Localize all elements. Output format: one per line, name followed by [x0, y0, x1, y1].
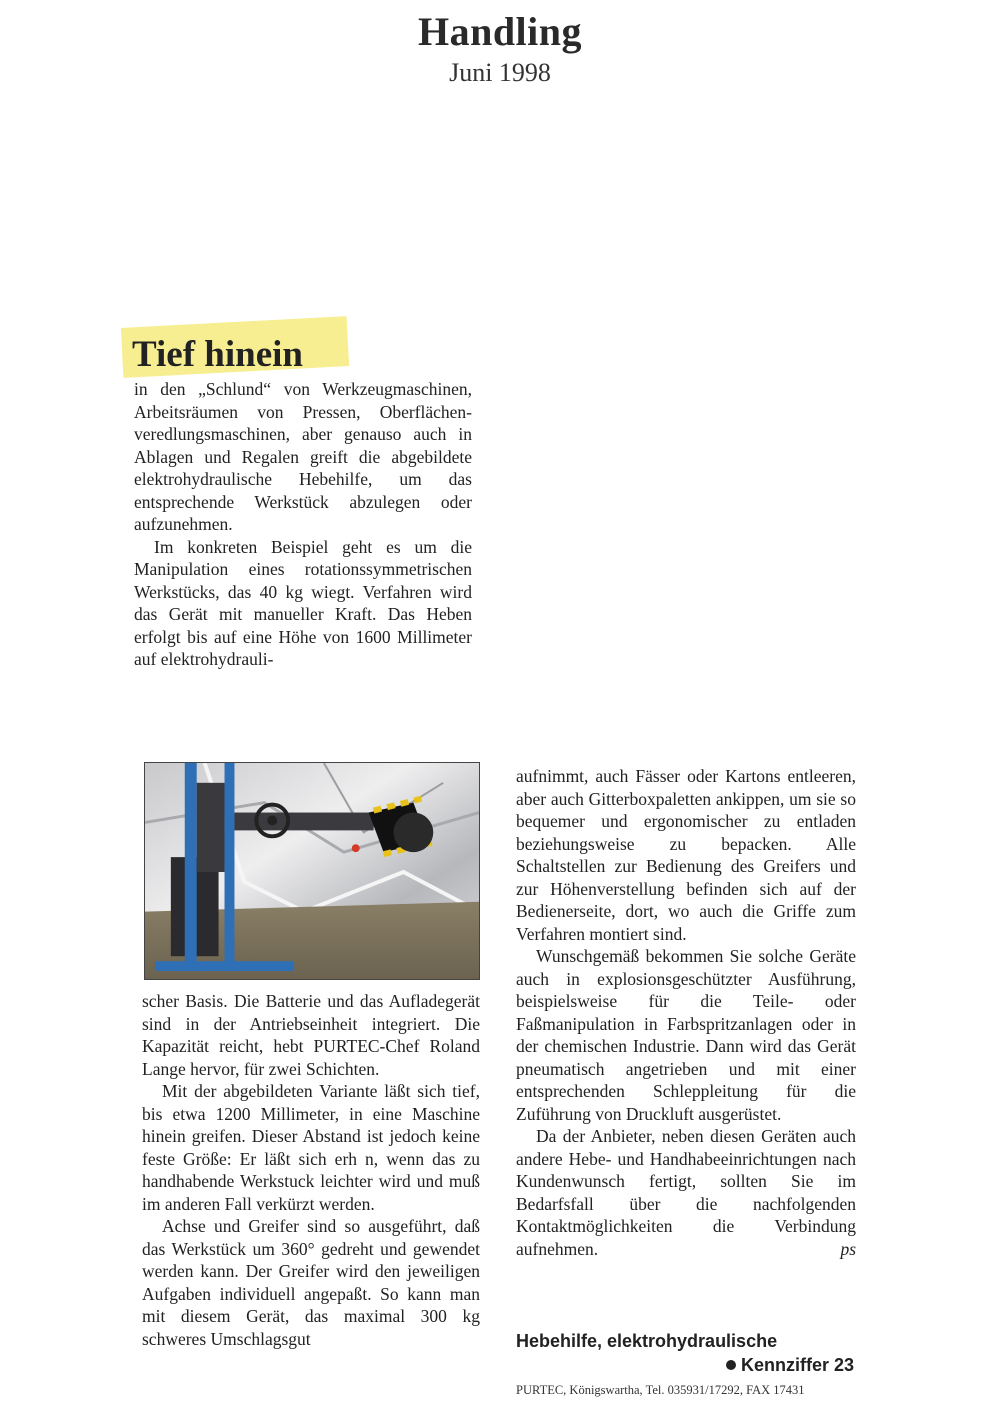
paragraph: Achse und Greifer sind so ausgeführt, daß das Werkstück um 360° gedreht und gewendet werden kann. Der Greifer wird den jeweiligen Aufgaben individuell angepaßt. So kann man mit diesem Gerät, das maximal 300 kg schweres Umschlagsgut	[142, 1216, 480, 1349]
publication-title: Handling	[417, 9, 583, 54]
paragraph: scher Basis. Die Batterie und das Aufladegerät sind in der Antriebseinheit integriert. Die Kapazität reicht, hebt PURTEC-Chef Roland Lange hervor, für zwei Schichten.	[142, 991, 480, 1079]
keyword-label: Hebehilfe, elektrohydraulische	[516, 1331, 778, 1351]
kennziffer-text: Kennziffer 23	[740, 1355, 854, 1375]
paragraph: Im konkreten Beispiel geht es um die Manipulation eines rotationssymmetrischen Werkstücks, das 40 kg wiegt. Verfahren wird das Gerät mit manueller Kraft. Das Heben erfolgt bis auf eine Höhe von 1600 Millimeter auf elektrohydrauli-	[134, 536, 472, 669]
paragraph-text: Da der Anbieter, neben diesen Geräten auch andere Hebe- und Handhabeeinrichtungen nach Kundenwunsch fertigt, sollten Sie im Bedarfsfall über die nachfolgenden Kontaktmöglichkeiten die Verbindung aufnehmen.	[516, 1126, 856, 1259]
article-headline: Tief hinein	[132, 334, 303, 375]
article-column-2	[142, 990, 480, 1350]
paragraph	[516, 1125, 856, 1260]
contact-line: PURTEC, Königswartha, Tel. 035931/17292, FAX 17431	[516, 1383, 805, 1397]
bullet-icon	[726, 1360, 736, 1370]
paragraph: Mit der abgebildeten Variante läßt sich tief, bis etwa 1200 Millimeter, in eine Maschine hinein greifen. Dieser Abstand ist jedoch keine feste Größe: Er läßt sich erh n, wenn das zu handhabende Werkstuck leichter wird und muß im anderen Fall verkürzt werden.	[142, 1081, 480, 1214]
author-signature: ps	[840, 1238, 856, 1259]
photo-illustration	[145, 763, 479, 979]
lifting-device-photo	[144, 762, 480, 980]
paragraph: aufnimmt, auch Fässer oder Kartons entleeren, aber auch Gitterboxpaletten ankippen, um sie so bequemer und ergonomischer zu entladen beziehungsweise zu bepacken. Alle Schaltstellen zur Bedienung des Greifers und zur Höhenverstellung befinden sich auf der Bedienerseite, dort, wo auch die Griffe zum Verfahren montiert sind.	[516, 766, 856, 944]
paragraph: in den „Schlund“ von Werkzeugmaschinen, Arbeitsräumen von Pressen, Oberflächenveredlungsmaschinen, aber genauso auch in Ablagen und Regalen greift die abgebildete elektrohydraulische Hebehilfe, um das entsprechende Werkstück abzulegen oder aufzunehmen.	[134, 379, 472, 534]
publication-date: Juni 1998	[449, 58, 551, 87]
article-column-3	[516, 765, 856, 1260]
kennziffer-label	[726, 1355, 854, 1376]
paragraph: Wunschgemäß bekommen Sie solche Geräte auch in explosionsgeschützter Ausführung, beispielsweise für die Teile- oder Faßmanipulation in Farbspritzanlagen oder in der chemischen Industrie. Dann wird das Gerät pneumatisch angetrieben und mit einer entsprechenden Schleppleitung für die Zuführung von Druckluft ausgerüstet.	[516, 946, 856, 1124]
article-column-1	[134, 378, 472, 671]
